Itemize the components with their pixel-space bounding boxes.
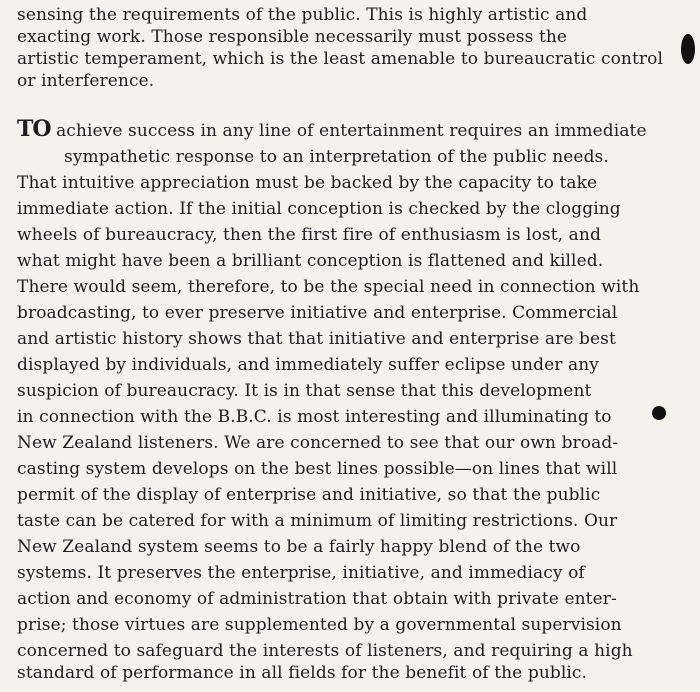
text-line: wheels of bureaucracy, then the first fire of enthusiasm is lost, and [17, 225, 601, 245]
text-line: sympathetic response to an interpretation of the public needs. [64, 147, 609, 167]
text-line: what might have been a brilliant conception is flattened and killed. [17, 251, 604, 271]
text-line: casting system develops on the best lines possible—on lines that will [17, 459, 618, 479]
text-line: sensing the requirements of the public. This is highly artistic and [17, 5, 588, 25]
ink-blot [652, 406, 666, 420]
ink-blot [681, 34, 695, 64]
text-line: displayed by individuals, and immediately suffer eclipse under any [17, 355, 599, 375]
text-line: achieve success in any line of entertainment requires an immediate [56, 121, 647, 141]
text-line: action and economy of administration that obtain with private enter- [17, 589, 617, 609]
text-line: permit of the display of enterprise and initiative, so that the public [17, 485, 601, 505]
text-line: That intuitive appreciation must be backed by the capacity to take [17, 173, 598, 193]
text-line: broadcasting, to ever preserve initiative and enterprise. Commercial [17, 303, 618, 323]
text-line: or interference. [17, 71, 155, 91]
text-line: New Zealand listeners. We are concerned to see that our own broad- [17, 433, 619, 453]
text-line: taste can be catered for with a minimum of limiting restrictions. Our [17, 511, 618, 531]
text-line: New Zealand system seems to be a fairly happy blend of the two [17, 537, 581, 557]
text-line: There would seem, therefore, to be the special need in connection with [17, 277, 640, 297]
text-line: prise; those virtues are supplemented by a governmental supervision [17, 615, 622, 635]
text-line: systems. It preserves the enterprise, initiative, and immediacy of [17, 563, 585, 583]
text-line: immediate action. If the initial conception is checked by the clogging [17, 199, 621, 219]
text-line: suspicion of bureaucracy. It is in that sense that this development [17, 381, 592, 401]
drop-cap: TO [17, 116, 51, 142]
text-line: exacting work. Those responsible necessarily must possess the [17, 27, 568, 47]
paragraph-opening-line [17, 118, 647, 142]
text-line: artistic temperament, which is the least amenable to bureaucratic control [17, 49, 664, 69]
text-line: standard of performance in all fields for the benefit of the public. [17, 663, 588, 683]
text-line: concerned to safeguard the interests of listeners, and requiring a high [17, 641, 633, 661]
text-line: and artistic history shows that that initiative and enterprise are best [17, 329, 616, 349]
text-line: in connection with the B.B.C. is most interesting and illuminating to [17, 407, 612, 427]
